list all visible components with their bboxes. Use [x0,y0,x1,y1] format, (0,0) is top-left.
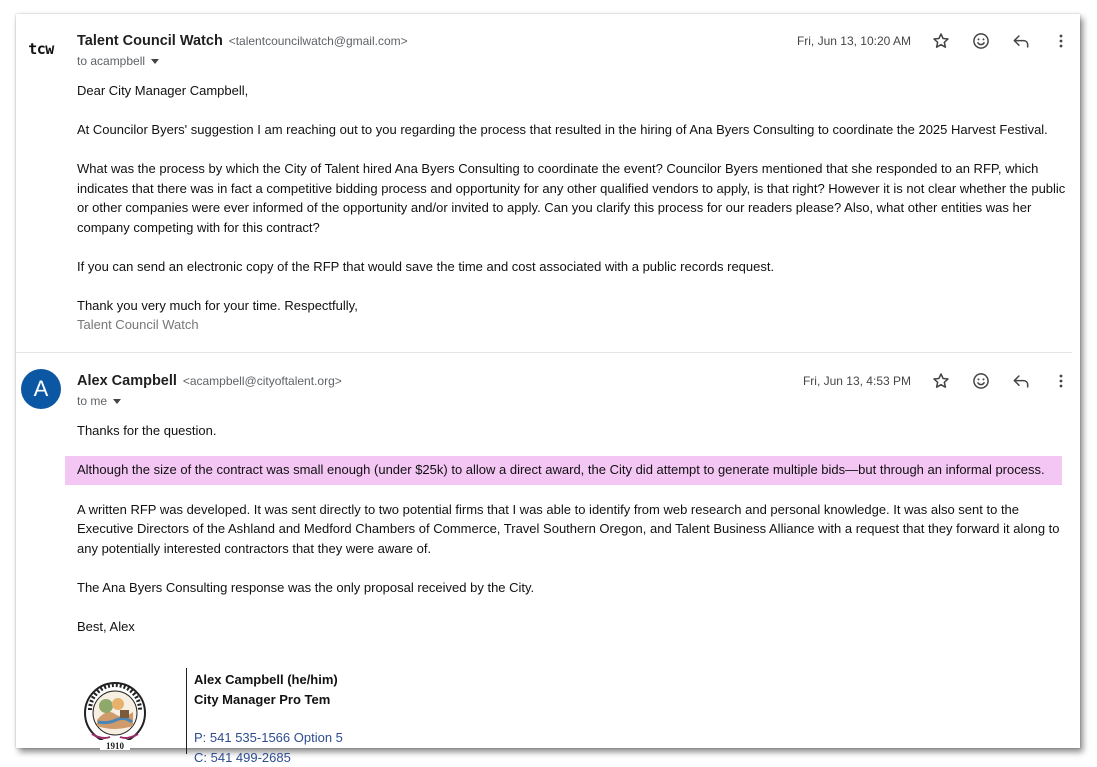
more-vert-icon [1051,31,1071,51]
star-icon [931,371,951,391]
sender-name[interactable]: Alex Campbell [77,373,177,389]
sender-line [77,32,408,49]
signature-divider [186,668,187,754]
sender-name[interactable]: Talent Council Watch [77,33,223,49]
city-seal-logo [82,670,148,756]
closing: Best, Alex [77,617,1067,637]
svg-text:1910: 1910 [106,741,125,751]
more-options-button[interactable] [1048,368,1074,394]
reply-icon [1011,31,1031,51]
body-paragraph: A written RFP was developed. It was sent directly to two potential firms that I was able to identify from web research and personal knowledge. It was also sent to the Executive Directors of the Ashland and Medford Chambers of Commerce, Travel Southern Oregon, and Talent Business Alliance with a request that they forward it along to any potentially interested contractors that they were aware of. [77,500,1067,559]
signature-name: Talent Council Watch [77,315,1067,335]
sender-avatar[interactable]: A [21,369,61,409]
signature-cell-link[interactable]: C: 541 499-2685 [194,748,343,767]
sender-line [77,372,342,389]
email-thread [16,14,1080,748]
emoji-icon [971,31,991,51]
sender-avatar[interactable]: tcw [21,29,61,69]
sender-email: <acampbell@cityoftalent.org> [183,374,342,388]
signature-name: Alex Campbell (he/him) [194,670,343,690]
star-icon [931,31,951,51]
closing: Thank you very much for your time. Respectfully, [77,296,1067,316]
more-options-button[interactable] [1048,28,1074,54]
signature-text [194,670,343,767]
body-paragraph: If you can send an electronic copy of the RFP that would save the time and cost associated with a public records request. [77,257,1067,277]
body-paragraph: The Ana Byers Consulting response was the only proposal received by the City. [77,578,1067,598]
sender-email: <talentcouncilwatch@gmail.com> [229,34,408,48]
signature-phone-link[interactable]: P: 541 535-1566 Option 5 [194,728,343,748]
recipient-label: to me [77,394,107,408]
message-date: Fri, Jun 13, 10:20 AM [797,34,911,48]
star-button[interactable] [928,28,954,54]
signature-title: City Manager Pro Tem [194,690,343,710]
message-1 [16,14,1080,353]
body-paragraph: What was the process by which the City of Talent hired Ana Byers Consulting to coordinate the event? Councilor Byers mentioned that she responded to an RFP, which indicates that there was in fact a competitive bidding process and opportunity for any other qualified vendors to apply, is that right? However it is not clear whether the public or other companies were ever informed of the opportunity and/or invited to apply. Can you clarify this process for our readers please? Also, what other entities was her company competing with for this contract? [77,159,1067,237]
message-body [77,421,1067,656]
reply-button[interactable] [1008,368,1034,394]
recipient-details-toggle[interactable] [77,54,159,68]
message-date: Fri, Jun 13, 4:53 PM [803,374,911,388]
highlighted-paragraph: Although the size of the contract was small enough (under $25k) to allow a direct award, the City did attempt to generate multiple bids—but through an informal process. [65,456,1062,485]
recipient-label: to acampbell [77,54,145,68]
caret-down-icon[interactable] [113,399,121,404]
body-paragraph: Thanks for the question. [77,421,1067,441]
star-button[interactable] [928,368,954,394]
body-paragraph: At Councilor Byers' suggestion I am reaching out to you regarding the process that resulted in the hiring of Ana Byers Consulting to coordinate the 2025 Harvest Festival. [77,120,1067,140]
add-reaction-button[interactable] [968,28,994,54]
message-divider [16,352,1072,353]
add-reaction-button[interactable] [968,368,994,394]
message-body [77,81,1067,335]
recipient-details-toggle[interactable] [77,394,121,408]
reply-icon [1011,371,1031,391]
email-signature [82,668,482,758]
emoji-icon [971,371,991,391]
message-2 [16,354,1080,754]
caret-down-icon[interactable] [151,59,159,64]
greeting: Dear City Manager Campbell, [77,81,1067,101]
reply-button[interactable] [1008,28,1034,54]
more-vert-icon [1051,371,1071,391]
